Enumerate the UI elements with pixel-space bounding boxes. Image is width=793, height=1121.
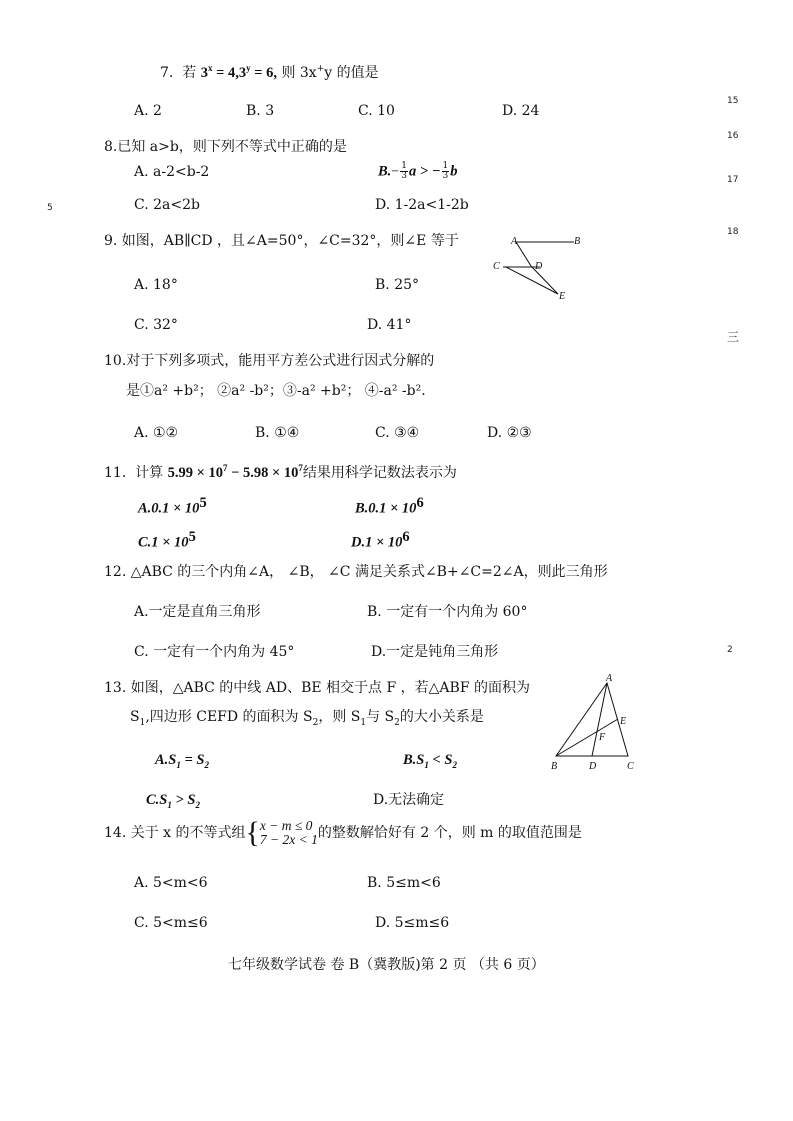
point-b-label: B [574,236,581,247]
option-a: $A.S_1 = S_2$ [155,752,209,770]
margin-number: 2 [727,645,733,655]
point-b-label: B [551,761,558,772]
triangle-figure [548,672,644,776]
option-d: $D.1 \times 10^6$ [351,529,410,551]
point-c-label: C [627,761,634,772]
option-d: D. 24 [502,103,540,119]
option-c: C. 一定有一个内角为 45° [134,644,295,660]
question-9-stem: 9. 如图，AB∥CD ，且∠A=50°，∠C=32°，则∠E 等于 [104,233,459,249]
option-a: A. a-2<b-2 [134,164,210,180]
option-a: A.一定是直角三角形 [134,604,261,620]
point-d-label: D [589,761,597,772]
point-a-label: A [511,236,518,247]
margin-number: 18 [727,227,739,237]
option-c: C. 10 [358,103,395,119]
option-c: C. ③④ [375,425,420,441]
option-c: C. 32° [134,317,178,333]
option-a: A. 5<m<6 [134,875,208,891]
point-d-label: D [535,261,543,272]
question-11-stem: 11. 计算 $5.99 \times 10^7 - 5.98 \times 10^7$结果用科学记数法表示为 [104,463,457,481]
option-d: D. ②③ [487,425,532,441]
question-10-polynomials: 是①a² +b²； ②a² -b²；③-a² +b²； ④-a² -b². [126,383,426,399]
option-c: $C.S_1 > S_2$ [146,792,200,810]
option-b: B. 25° [375,277,420,293]
option-b: B. 一定有一个内角为 60° [367,604,528,620]
question-12-stem: 12. △ABC 的三个内角∠A， ∠B， ∠C 满足关系式∠B+∠C=2∠A，则此三角形 [104,564,608,580]
point-f-label: F [599,732,606,743]
option-a: A. 2 [134,103,162,119]
question-13-stem: 13. 如图，△ABC 的中线 AD、BE 相交于点 F ，若△ABF 的面积为 [104,680,530,696]
point-a-label: A [606,673,613,684]
option-a: A. 18° [134,277,178,293]
question-7-stem: 7. 若 $3^x = 4,3^y = 6$, 则 3x+y 的值是 [160,63,379,81]
option-b: B. 3 [246,103,275,119]
question-13-stem-line2: $S_1$,四边形 CEFD 的面积为 $S_2$，则 $S_1$与 $S_2$的大小关系是 [130,709,484,728]
parallel-lines-figure [488,230,588,305]
question-14-stem: 14. 关于 x 的不等式组{ x − m ≤ 0 7 − 2x < 1 的整数解恰好有 2 个，则 m 的取值范围是 [104,816,582,849]
margin-number: 17 [727,175,739,185]
option-c: C. 2a<2b [134,197,200,213]
option-b: B. 5≤m<6 [367,875,441,891]
option-a: A. ①② [134,425,179,441]
option-d: D. 1-2a<1-2b [375,197,469,213]
option-d: D. 41° [367,317,412,333]
question-8-stem: 8.已知 a>b，则下列不等式中正确的是 [104,139,347,155]
option-c: $C.1 \times 10^5$ [138,529,196,551]
point-e-label: E [559,291,566,302]
option-b: $B.S_1 < S_2$ [403,752,457,770]
option-a: $A.0.1 \times 10^5$ [138,495,207,517]
margin-number: 16 [727,131,739,141]
option-c: C. 5<m≤6 [134,915,208,931]
point-c-label: C [493,261,500,272]
option-b: B.− $\frac{1}{3}$ a > − $\frac{1}{3}$ b [378,161,458,181]
option-b: $B.0.1 \times 10^6$ [355,495,424,517]
margin-number: 15 [727,96,739,106]
page-footer: 七年级数学试卷 卷 B（冀教版)第 2 页 （共 6 页） [228,957,545,973]
point-e-label: E [620,716,627,727]
margin-number: 5 [47,203,53,213]
option-d: D.一定是钝角三角形 [371,644,499,660]
margin-number: 三 [727,330,740,344]
question-10-stem: 10.对于下列多项式，能用平方差公式进行因式分解的 [104,353,435,369]
option-b: B. ①④ [255,425,300,441]
option-d: D. 5≤m≤6 [375,915,450,931]
option-d: D.无法确定 [373,792,445,808]
